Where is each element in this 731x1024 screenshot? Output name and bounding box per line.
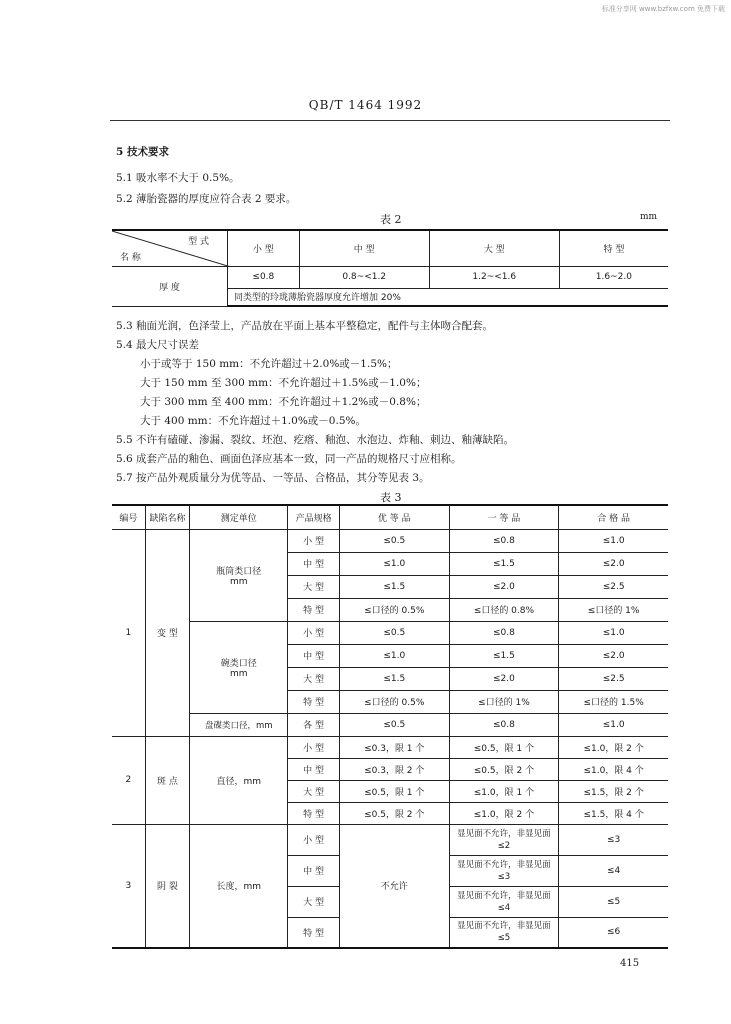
spec-cell: 特 型 xyxy=(288,690,340,713)
table-3-caption: 表 3 xyxy=(380,491,402,504)
grade-cell: ≤4 xyxy=(559,855,668,886)
grade-cell: ≤0.8 xyxy=(449,713,559,736)
defect-1-number: 1 xyxy=(112,529,145,736)
clause-5-4-line: 大于 300 mm 至 400 mm：不允许超过＋1.2%或－0.8%； xyxy=(140,396,427,408)
defect-3-unit: 长度，mm xyxy=(190,824,288,948)
table-3-header: 产品规格 xyxy=(288,505,340,529)
table-2-cell: 1.2~<1.6 xyxy=(429,266,559,288)
table-2-col-special: 特 型 xyxy=(559,230,668,266)
spec-cell: 小 型 xyxy=(288,621,340,644)
table-2-row-label: 厚 度 xyxy=(112,266,228,306)
spec-cell: 小 型 xyxy=(288,736,340,758)
spec-cell: 大 型 xyxy=(288,886,340,917)
table-2-col-large: 大 型 xyxy=(429,230,559,266)
spec-cell: 小 型 xyxy=(288,824,340,855)
defect-3-number: 3 xyxy=(112,824,145,948)
clause-5-2: 5.2 薄胎瓷器的厚度应符合表 2 要求。 xyxy=(116,193,297,205)
defect-1-unit-bowl: 碗类口径 mm xyxy=(190,621,288,713)
defect-3-top-grade: 不允许 xyxy=(339,824,449,948)
grade-cell: ≤0.5，限 2 个 xyxy=(449,758,559,780)
spec-cell: 各 型 xyxy=(288,713,340,736)
grade-cell: ≤0.5 xyxy=(339,529,449,552)
defect-1-name: 变 型 xyxy=(145,529,190,736)
grade-cell: ≤1.0，限 4 个 xyxy=(559,758,668,780)
grade-cell: ≤1.5，限 2 个 xyxy=(559,780,668,802)
table-3-header: 优 等 品 xyxy=(339,505,449,529)
clause-5-4-line: 大于 400 mm：不允许超过＋1.0%或－0.5%。 xyxy=(140,415,366,427)
grade-cell: ≤口径的 0.5% xyxy=(339,690,449,713)
grade-cell: ≤口径的 1.5% xyxy=(559,690,668,713)
watermark-text: 标准分享网 www.bzfxw.com 免费下载 xyxy=(601,5,725,13)
grade-cell: ≤1.0 xyxy=(559,621,668,644)
table-3 xyxy=(112,504,668,949)
table-3-header: 缺陷名称 xyxy=(145,505,190,529)
grade-cell: ≤口径的 0.8% xyxy=(449,598,559,621)
spec-cell: 大 型 xyxy=(288,780,340,802)
spec-cell: 大 型 xyxy=(288,575,340,598)
table-2-col-medium: 中 型 xyxy=(299,230,429,266)
table-2-cell: ≤0.8 xyxy=(228,266,300,288)
grade-cell: ≤1.0，限 2 个 xyxy=(449,802,559,824)
table-2-unit: mm xyxy=(640,212,658,222)
grade-cell: ≤3 xyxy=(559,824,668,855)
header-rule xyxy=(110,120,670,121)
grade-cell: ≤5 xyxy=(559,886,668,917)
table-3-header: 合 格 品 xyxy=(559,505,668,529)
grade-cell: ≤2.5 xyxy=(559,575,668,598)
grade-cell: ≤1.0 xyxy=(559,713,668,736)
defect-2-unit: 直径，mm xyxy=(190,736,288,824)
grade-cell: ≤0.5，限 1 个 xyxy=(449,736,559,758)
defect-1-unit-plate: 盘碟类口径，mm xyxy=(190,713,288,736)
clause-5-1: 5.1 吸水率不大于 0.5%。 xyxy=(116,172,240,184)
clause-5-6: 5.6 成套产品的釉色、画面色泽应基本一致，同一产品的规格尺寸应相称。 xyxy=(116,453,462,465)
table-2-caption: 表 2 xyxy=(380,213,402,226)
spec-cell: 中 型 xyxy=(288,855,340,886)
grade-cell: ≤0.5 xyxy=(339,713,449,736)
grade-cell: ≤1.5 xyxy=(339,575,449,598)
section-5-title: 5 技术要求 xyxy=(116,146,169,158)
clause-5-7: 5.7 按产品外观质量分为优等品、一等品、合格品，其分等见表 3。 xyxy=(116,472,430,484)
grade-cell: ≤6 xyxy=(559,917,668,948)
table-2-cell: 0.8~<1.2 xyxy=(299,266,429,288)
grade-cell: 显见面不允许，非显见面≤4 xyxy=(449,886,559,917)
diag-header-type: 型 式 xyxy=(188,237,209,247)
spec-cell: 中 型 xyxy=(288,644,340,667)
grade-cell: ≤1.5 xyxy=(449,552,559,575)
clause-5-4-line: 大于 150 mm 至 300 mm：不允许超过＋1.5%或－1.0%； xyxy=(140,377,427,389)
grade-cell: ≤2.0 xyxy=(449,667,559,690)
spec-cell: 特 型 xyxy=(288,598,340,621)
table-2-col-small: 小 型 xyxy=(228,230,300,266)
grade-cell: ≤0.3，限 1 个 xyxy=(339,736,449,758)
grade-cell: ≤0.8 xyxy=(449,529,559,552)
defect-3-name: 阴 裂 xyxy=(145,824,190,948)
grade-cell: ≤1.0，限 2 个 xyxy=(559,736,668,758)
grade-cell: ≤1.5，限 4 个 xyxy=(559,802,668,824)
defect-2-number: 2 xyxy=(112,736,145,824)
grade-cell: ≤2.0 xyxy=(449,575,559,598)
table-2 xyxy=(112,229,668,307)
grade-cell: ≤2.0 xyxy=(559,552,668,575)
clause-5-3: 5.3 釉面光润，色泽莹上，产品放在平面上基本平整稳定，配件与主体吻合配套。 xyxy=(116,320,494,332)
spec-cell: 中 型 xyxy=(288,758,340,780)
clause-5-4-line: 小于或等于 150 mm：不允许超过＋2.0%或－1.5%； xyxy=(140,358,398,370)
grade-cell: ≤0.8 xyxy=(449,621,559,644)
spec-cell: 中 型 xyxy=(288,552,340,575)
grade-cell: ≤口径的 0.5% xyxy=(339,598,449,621)
grade-cell: ≤1.5 xyxy=(339,667,449,690)
clause-5-5: 5.5 不许有磕碰、渗漏、裂纹、坯泡、疙瘩、釉泡、水泡边、炸釉、刺边、釉薄缺陷。 xyxy=(116,434,515,446)
clause-5-4-title: 5.4 最大尺寸误差 xyxy=(116,339,200,351)
grade-cell: ≤1.0 xyxy=(339,644,449,667)
grade-cell: ≤1.0 xyxy=(339,552,449,575)
grade-cell: 显见面不允许，非显见面≤3 xyxy=(449,855,559,886)
grade-cell: ≤0.3，限 2 个 xyxy=(339,758,449,780)
grade-cell: 显见面不允许，非显见面≤2 xyxy=(449,824,559,855)
grade-cell: ≤2.0 xyxy=(559,644,668,667)
grade-cell: ≤2.5 xyxy=(559,667,668,690)
grade-cell: ≤1.0，限 1 个 xyxy=(449,780,559,802)
grade-cell: ≤1.0 xyxy=(559,529,668,552)
defect-1-unit-bottle: 瓶筒类口径 mm xyxy=(190,529,288,621)
spec-cell: 小 型 xyxy=(288,529,340,552)
table-2-diagonal-header xyxy=(112,230,228,266)
table-3-header: 编号 xyxy=(112,505,145,529)
diag-header-name: 名 称 xyxy=(120,252,141,263)
grade-cell: ≤0.5，限 1 个 xyxy=(339,780,449,802)
grade-cell: ≤1.5 xyxy=(449,644,559,667)
grade-cell: ≤口径的 1% xyxy=(559,598,668,621)
table-2-cell: 1.6~2.0 xyxy=(559,266,668,288)
defect-2-name: 斑 点 xyxy=(145,736,190,824)
spec-cell: 大 型 xyxy=(288,667,340,690)
table-3-header: 一 等 品 xyxy=(449,505,559,529)
spec-cell: 特 型 xyxy=(288,802,340,824)
table-2-note: 同类型的玲珑薄胎瓷器厚度允许增加 20% xyxy=(228,288,669,306)
grade-cell: 显见面不允许，非显见面≤5 xyxy=(449,917,559,948)
grade-cell: ≤0.5 xyxy=(339,621,449,644)
page-number: 415 xyxy=(620,958,640,969)
grade-cell: ≤0.5，限 2 个 xyxy=(339,802,449,824)
grade-cell: ≤口径的 1% xyxy=(449,690,559,713)
standard-number-header: QB/T 1464 1992 xyxy=(308,98,423,112)
table-3-header: 测定单位 xyxy=(190,505,288,529)
spec-cell: 特 型 xyxy=(288,917,340,948)
